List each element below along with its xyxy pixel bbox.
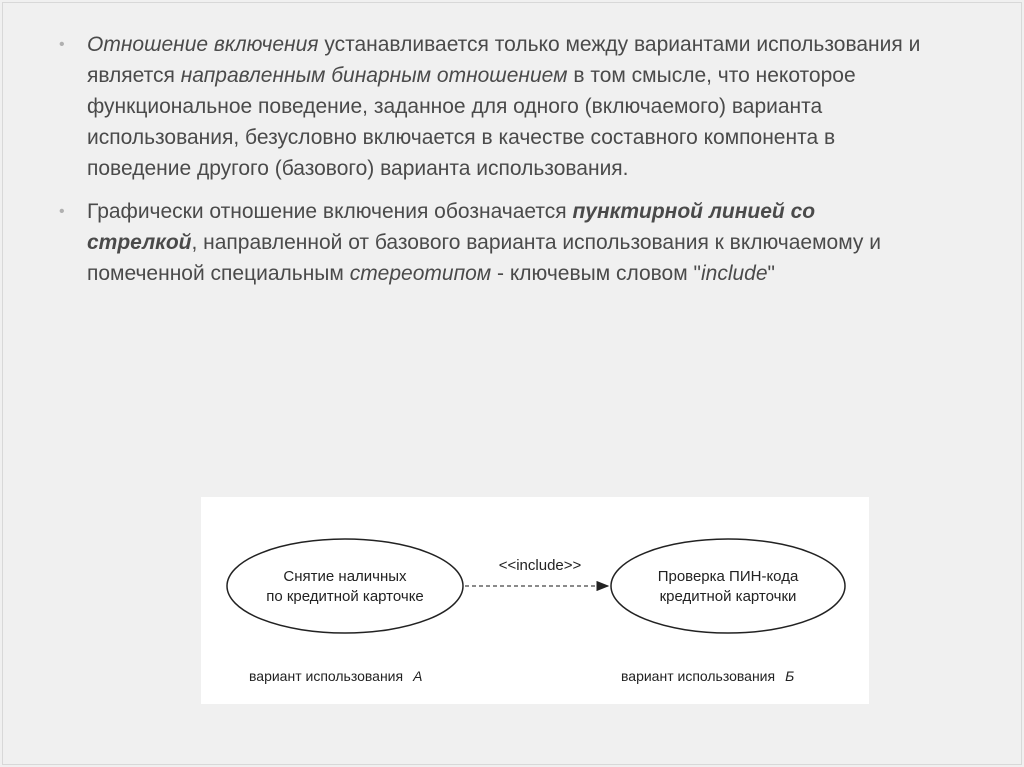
text-segment: Отношение включения [87, 33, 319, 56]
bullet-dot-icon: • [59, 203, 65, 220]
bullet-dot-icon: • [59, 36, 65, 53]
caption-letter: А [413, 668, 423, 684]
included-usecase-caption [621, 668, 794, 684]
text-segment: " [767, 262, 775, 285]
included-usecase-ellipse [611, 539, 845, 633]
base-usecase-ellipse [227, 539, 463, 633]
text-segment: , направленной от базового варианта использования к включаемому и помеченной специальным [87, 231, 881, 285]
usecase-diagram [201, 497, 869, 704]
base-usecase-line2: по кредитной карточке [266, 588, 424, 605]
text-segment: стереотипом [349, 262, 492, 285]
bullet-list [59, 29, 929, 301]
text-segment: - ключевым словом " [491, 262, 701, 285]
text-segment: include [700, 262, 768, 285]
text-segment: в том смысле, что некоторое функциональное поведение, заданное для одного (включаемого) варианта использования, безусловно включается в качестве составного компонента в поведение другого (базового) варианта использования. [87, 64, 856, 180]
text-segment: Графически отношение включения обозначается [87, 200, 573, 223]
caption-text: вариант использования [249, 668, 404, 684]
text-segment: устанавливается только между вариантами использования и является [87, 33, 921, 87]
included-usecase-line1: Проверка ПИН-кода [657, 568, 799, 585]
included-usecase-line2: кредитной карточки [659, 588, 797, 605]
bullet-item [59, 196, 929, 289]
slide [2, 2, 1022, 765]
text-segment: направленным бинарным отношением [180, 64, 568, 87]
caption-text: вариант использования [621, 668, 776, 684]
caption-letter: Б [785, 668, 795, 684]
include-stereotype-label: <<include>> [498, 557, 582, 574]
base-usecase-caption [249, 668, 422, 684]
text-segment: пунктирной линией со стрелкой [87, 200, 816, 254]
base-usecase-line1: Снятие наличных [283, 568, 407, 585]
bullet-item [59, 29, 929, 184]
